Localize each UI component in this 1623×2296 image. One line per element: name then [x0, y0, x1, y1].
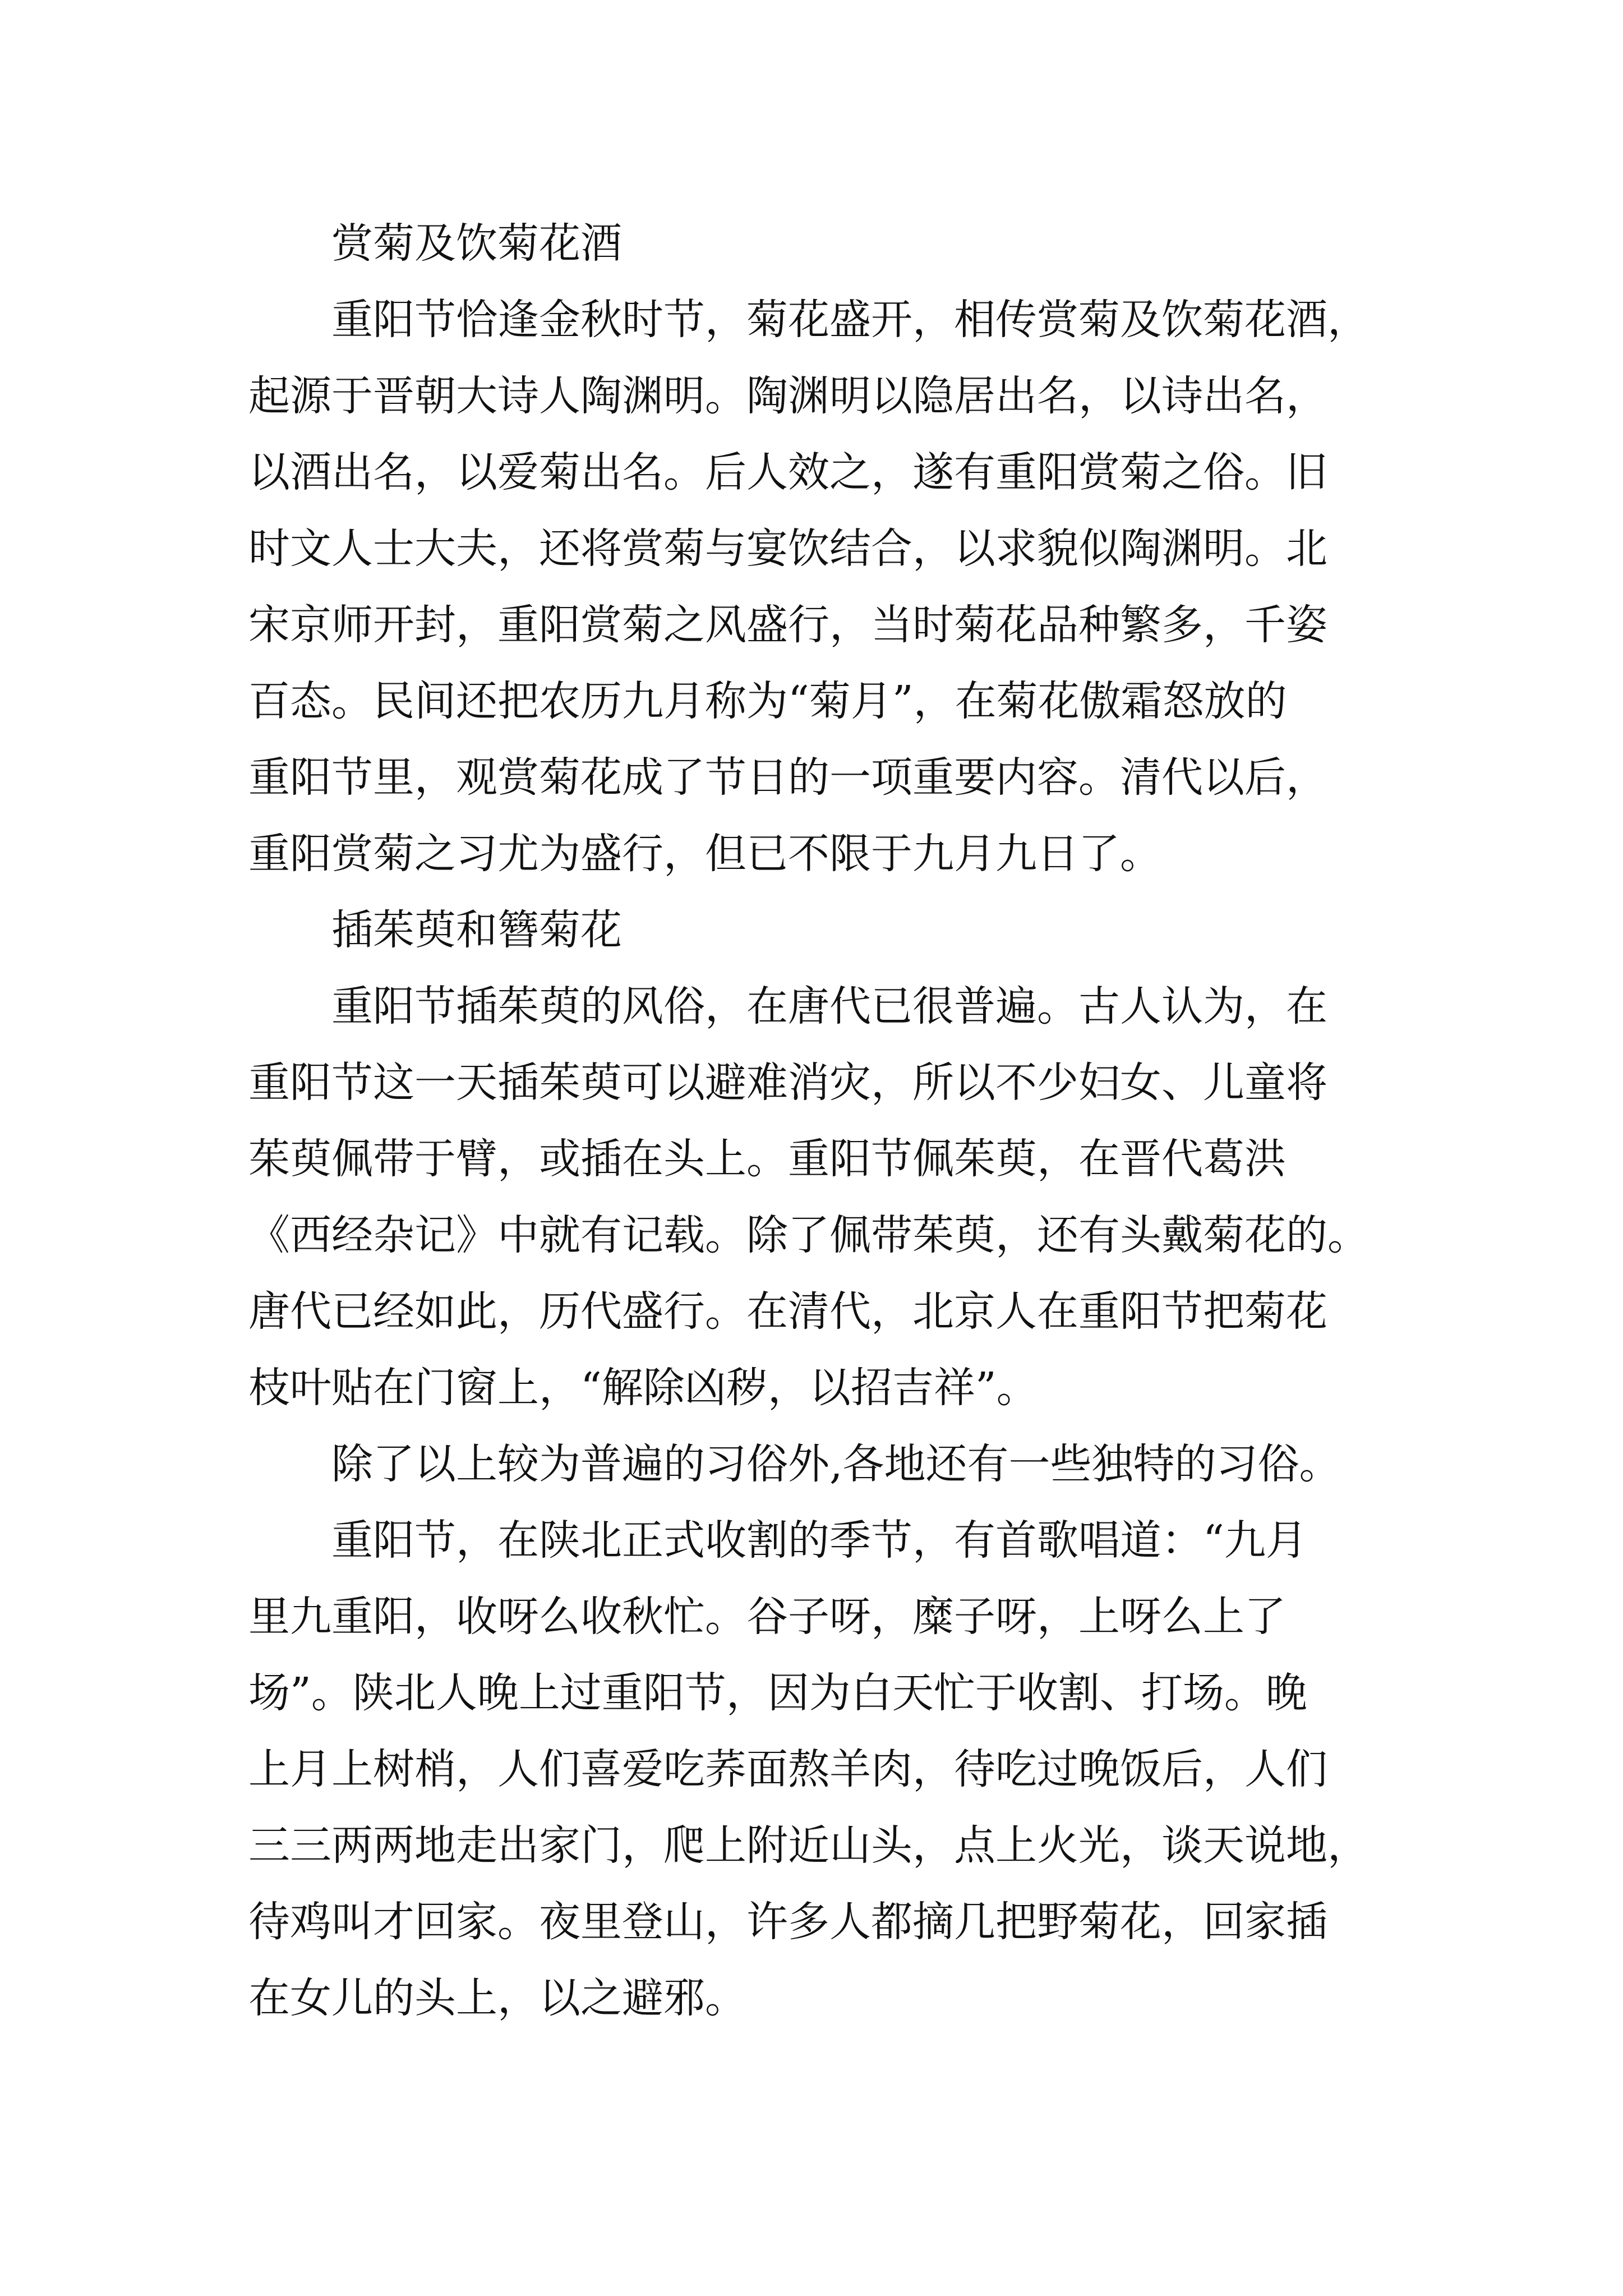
- paragraph-line: 待鸡叫才回家。夜里登山，许多人都摘几把野菊花，回家插: [248, 1898, 1327, 1946]
- paragraph-line: 重阳节里，观赏菊花成了节日的一项重要内容。清代以后，: [248, 753, 1327, 802]
- paragraph-line: 除了以上较为普遍的习俗外,各地还有一些独特的习俗。: [331, 1440, 1341, 1488]
- paragraph-line: 场”。陕北人晚上过重阳节，因为白天忙于收割、打场。晚: [248, 1669, 1307, 1717]
- paragraph-line: 宋京师开封，重阳赏菊之风盛行，当时菊花品种繁多，千姿: [248, 601, 1327, 649]
- document-body: [248, 205, 1387, 2036]
- paragraph-line: 《西经杂记》中就有记载。除了佩带茱萸，还有头戴菊花的。: [248, 1211, 1369, 1259]
- heading-chrysanthemum-wine: 赏菊及饮菊花酒: [331, 219, 622, 268]
- paragraph-line: 重阳赏菊之习尤为盛行，但已不限于九月九日了。: [248, 830, 1161, 878]
- paragraph-line: 时文人士大夫，还将赏菊与宴饮结合，以求貌似陶渊明。北: [248, 524, 1327, 573]
- paragraph-line: 重阳节，在陕北正式收割的季节，有首歌唱道：“九月: [331, 1516, 1307, 1565]
- paragraph-line: 茱萸佩带于臂，或插在头上。重阳节佩茱萸，在晋代葛洪: [248, 1135, 1286, 1183]
- paragraph-line: 上月上树梢，人们喜爱吃荞面熬羊肉，待吃过晚饭后，人们: [248, 1745, 1327, 1793]
- paragraph-line: 里九重阳，收呀么收秋忙。谷子呀，糜子呀，上呀么上了: [248, 1593, 1286, 1641]
- paragraph-line: 唐代已经如此，历代盛行。在清代，北京人在重阳节把菊花: [248, 1287, 1327, 1336]
- paragraph-line: 起源于晋朝大诗人陶渊明。陶渊明以隐居出名，以诗出名，: [248, 372, 1327, 420]
- paragraph-line: 枝叶贴在门窗上，“解除凶秽，以招吉祥”。: [248, 1364, 1038, 1412]
- paragraph-line: 重阳节这一天插茱萸可以避难消灾，所以不少妇女、儿童将: [248, 1059, 1327, 1107]
- paragraph-line: 在女儿的头上，以之避邪。: [248, 1974, 746, 2022]
- paragraph-line: 重阳节插茱萸的风俗，在唐代已很普遍。古人认为，在: [331, 982, 1327, 1030]
- heading-dogwood-chrysanthemum: 插茱萸和簪菊花: [331, 906, 622, 954]
- paragraph-line: 重阳节恰逢金秋时节，菊花盛开，相传赏菊及饮菊花酒，: [331, 296, 1369, 344]
- paragraph-line: 三三两两地走出家门，爬上附近山头，点上火光，谈天说地，: [248, 1821, 1369, 1870]
- paragraph-line: 百态。民间还把农历九月称为“菊月”，在菊花傲霜怒放的: [248, 677, 1287, 725]
- paragraph-line: 以酒出名，以爱菊出名。后人效之，遂有重阳赏菊之俗。旧: [248, 448, 1327, 496]
